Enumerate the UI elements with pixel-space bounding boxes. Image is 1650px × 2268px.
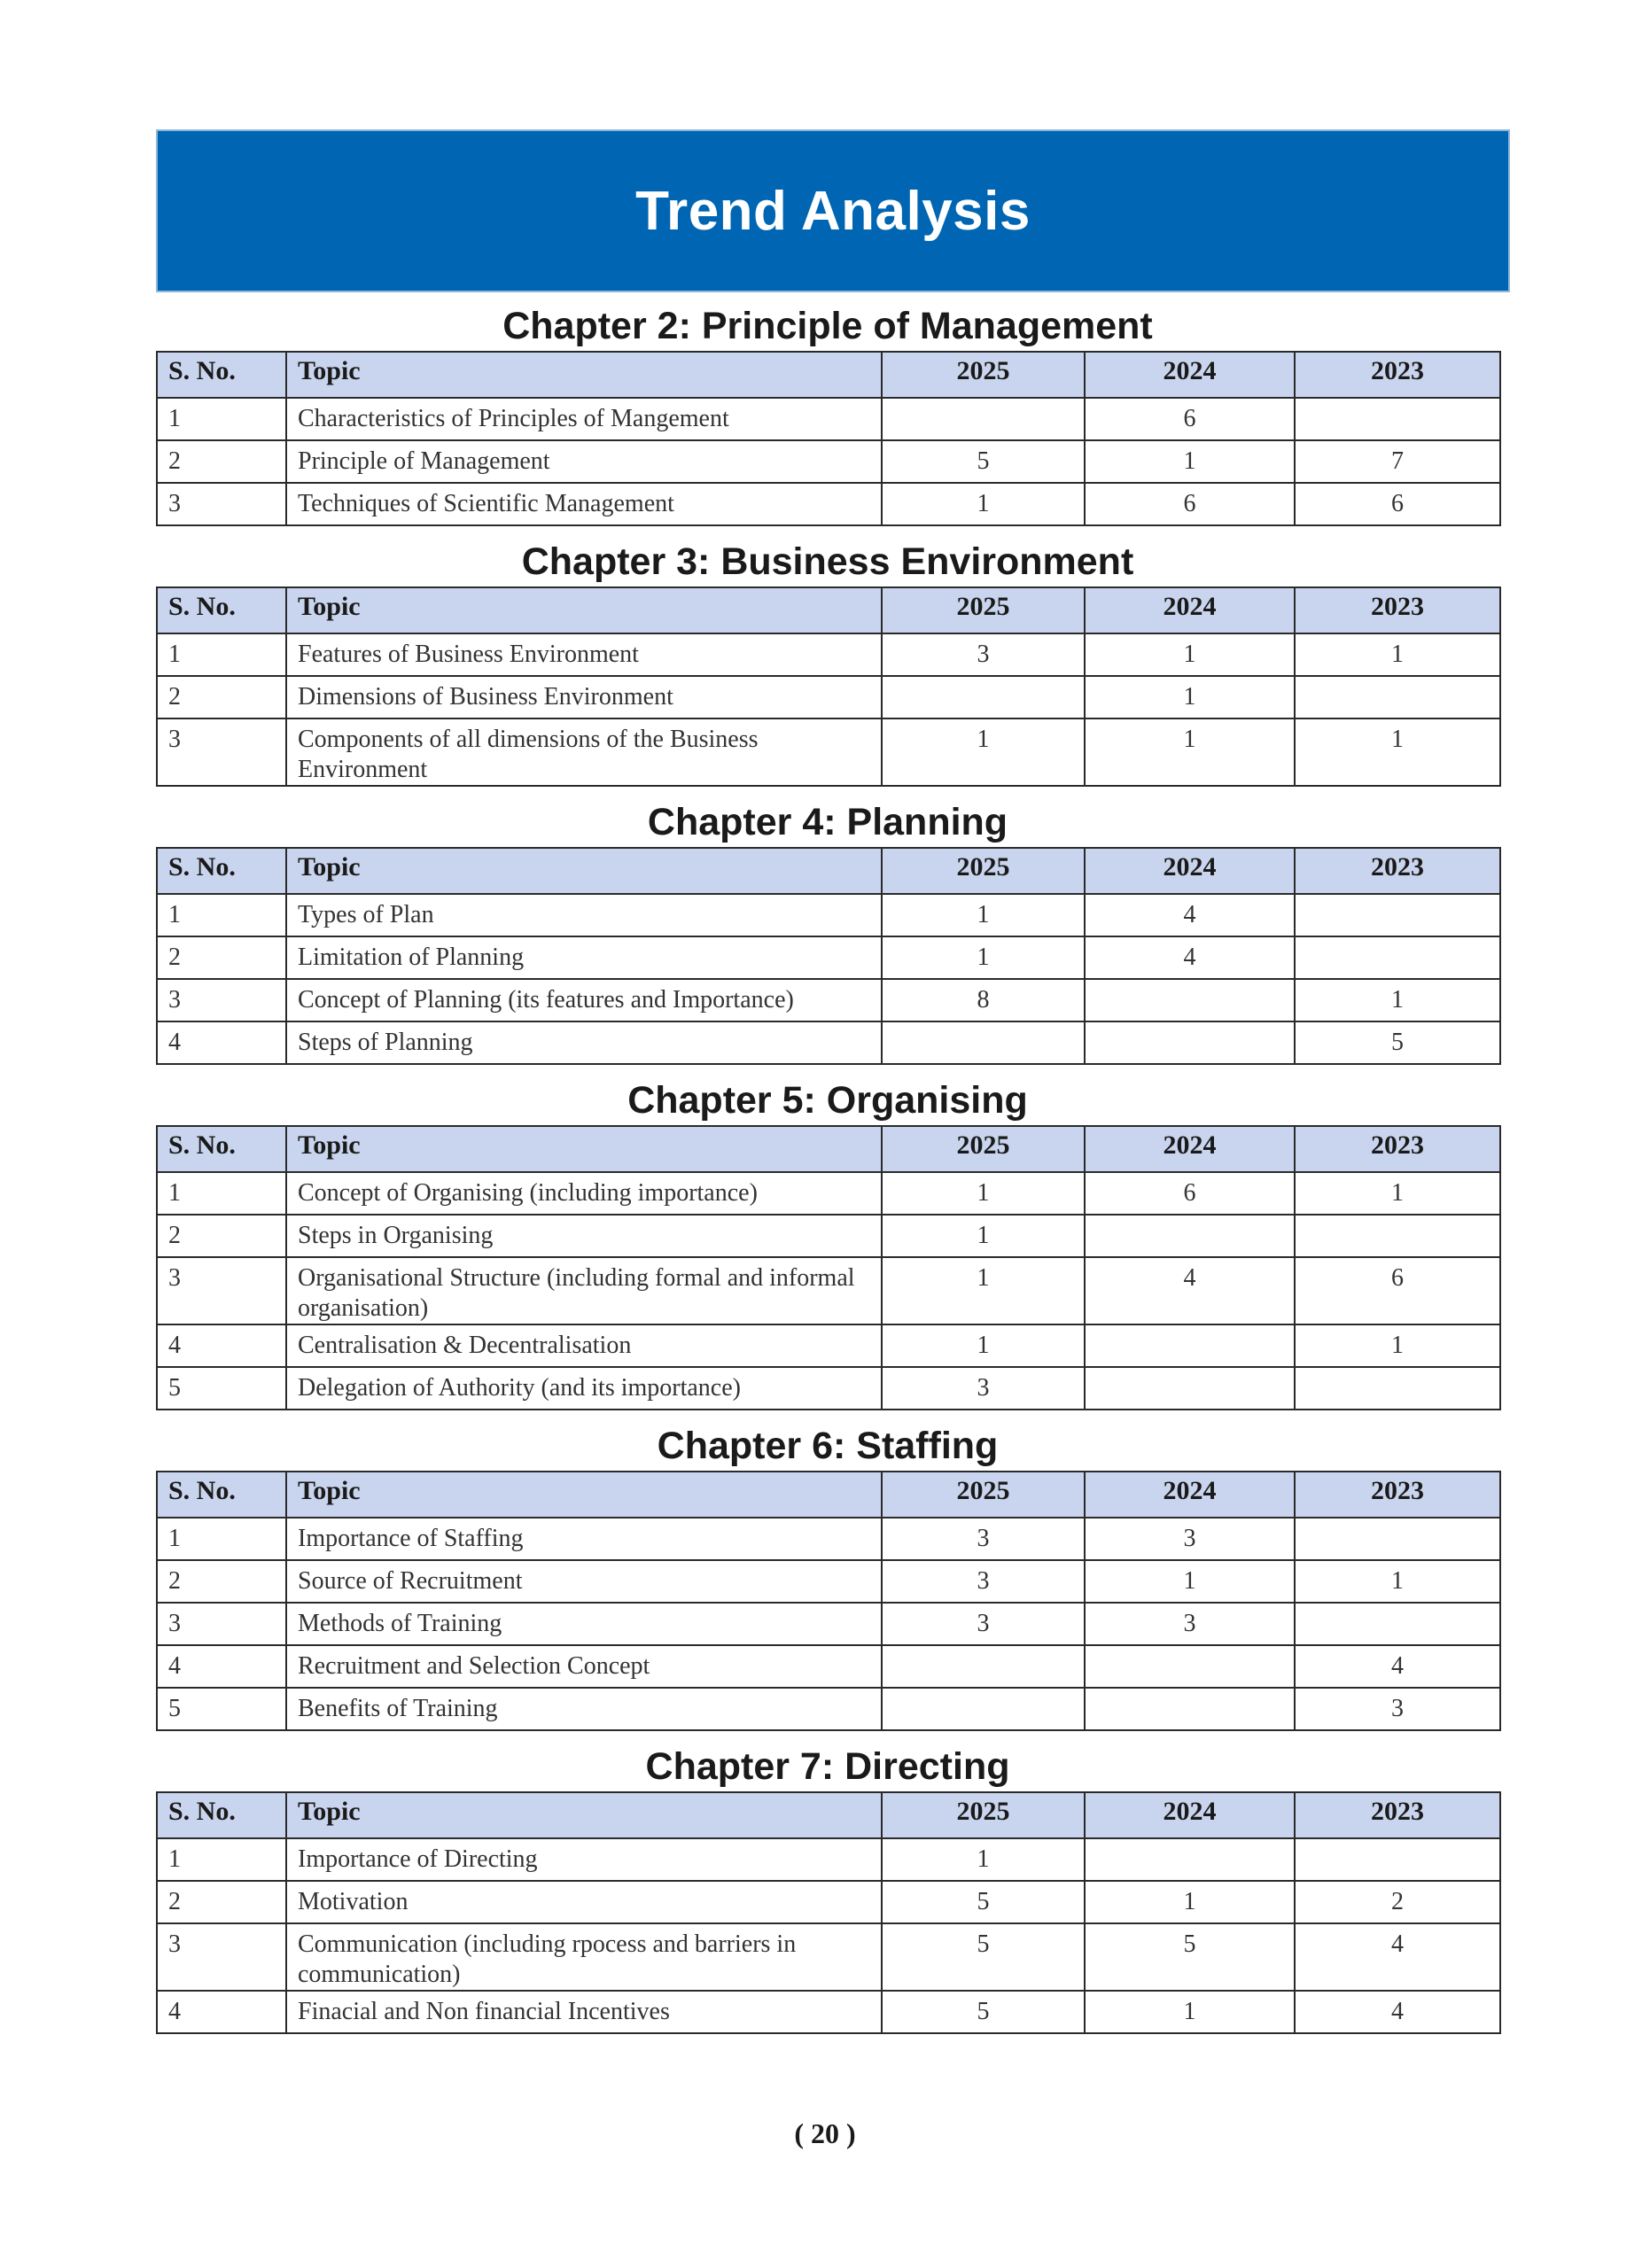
cell-topic: Organisational Structure (including formal and informal organisation) [286,1257,882,1324]
cell-sno: 2 [157,1881,286,1923]
cell-2025: 1 [882,1324,1085,1367]
cell-2023: 1 [1295,979,1500,1021]
table-row [157,676,1500,718]
cell-sno: 4 [157,1991,286,2033]
cell-2024: 3 [1085,1518,1295,1560]
page-title: Trend Analysis [635,180,1031,242]
trend-table [156,1471,1501,1731]
table-header-row [157,1472,1500,1518]
chapter-title: Chapter 6: Staffing [657,1425,999,1467]
table-header-row [157,352,1500,398]
table-row [157,936,1500,979]
cell-topic: Types of Plan [286,894,882,936]
header-2025: 2025 [882,848,1085,894]
cell-2024: 6 [1085,398,1295,440]
cell-topic: Communication (including rpocess and barriers in communication) [286,1923,882,1991]
cell-2023: 6 [1295,1257,1500,1324]
header-topic: Topic [286,1472,882,1518]
cell-2024: 1 [1085,1991,1295,2033]
cell-topic: Concept of Organising (including importance) [286,1172,882,1215]
page-banner [156,129,1510,292]
cell-2023: 4 [1295,1991,1500,2033]
table-row [157,1923,1500,1991]
cell-topic: Benefits of Training [286,1688,882,1730]
header-topic: Topic [286,848,882,894]
cell-2024 [1085,979,1295,1021]
cell-topic: Principle of Management [286,440,882,483]
table-header-row [157,587,1500,633]
cell-2025: 3 [882,633,1085,676]
header-topic: Topic [286,1126,882,1172]
trend-table [156,351,1501,526]
cell-2023: 6 [1295,483,1500,525]
chapter-title: Chapter 3: Business Environment [521,540,1134,583]
cell-2023: 4 [1295,1645,1500,1688]
cell-2025: 1 [882,1215,1085,1257]
table-row [157,1560,1500,1603]
table-row [157,440,1500,483]
cell-sno: 2 [157,1215,286,1257]
cell-sno: 4 [157,1021,286,1064]
cell-2025: 3 [882,1603,1085,1645]
cell-2024 [1085,1645,1295,1688]
cell-sno: 1 [157,633,286,676]
cell-2024: 1 [1085,440,1295,483]
header-2025: 2025 [882,587,1085,633]
cell-2023 [1295,894,1500,936]
trend-table [156,847,1501,1065]
header-2023: 2023 [1295,848,1500,894]
cell-2024: 4 [1085,1257,1295,1324]
table-header-row [157,848,1500,894]
cell-topic: Centralisation & Decentralisation [286,1324,882,1367]
cell-sno: 5 [157,1688,286,1730]
cell-topic: Features of Business Environment [286,633,882,676]
table-row [157,1991,1500,2033]
table-row [157,1688,1500,1730]
table-row [157,718,1500,786]
cell-topic: Delegation of Authority (and its importance) [286,1367,882,1410]
cell-topic: Steps in Organising [286,1215,882,1257]
cell-sno: 1 [157,1838,286,1881]
cell-2025: 8 [882,979,1085,1021]
cell-2024: 1 [1085,1560,1295,1603]
header-sno: S. No. [157,587,286,633]
cell-2024: 6 [1085,1172,1295,1215]
header-2024: 2024 [1085,1472,1295,1518]
cell-2025: 3 [882,1367,1085,1410]
cell-2023 [1295,1518,1500,1560]
cell-sno: 4 [157,1324,286,1367]
cell-topic: Importance of Staffing [286,1518,882,1560]
header-topic: Topic [286,587,882,633]
cell-2024: 4 [1085,936,1295,979]
header-sno: S. No. [157,352,286,398]
cell-2023 [1295,1838,1500,1881]
cell-topic: Concept of Planning (its features and Importance) [286,979,882,1021]
table-row [157,483,1500,525]
header-2023: 2023 [1295,587,1500,633]
cell-sno: 1 [157,398,286,440]
header-2024: 2024 [1085,1792,1295,1838]
header-sno: S. No. [157,1472,286,1518]
chapter-title: Chapter 7: Directing [645,1745,1010,1788]
chapter-title: Chapter 4: Planning [647,801,1008,843]
trend-table [156,1125,1501,1410]
table-row [157,1324,1500,1367]
header-2024: 2024 [1085,352,1295,398]
cell-2025: 3 [882,1560,1085,1603]
cell-2024: 1 [1085,633,1295,676]
cell-2023 [1295,1603,1500,1645]
cell-2025: 5 [882,440,1085,483]
cell-2023: 1 [1295,718,1500,786]
cell-2023 [1295,1367,1500,1410]
cell-sno: 4 [157,1645,286,1688]
trend-table [156,586,1501,787]
cell-topic: Recruitment and Selection Concept [286,1645,882,1688]
cell-2024 [1085,1688,1295,1730]
header-sno: S. No. [157,848,286,894]
cell-topic: Dimensions of Business Environment [286,676,882,718]
cell-sno: 2 [157,440,286,483]
cell-2024: 3 [1085,1603,1295,1645]
table-row [157,1215,1500,1257]
table-row [157,894,1500,936]
table-row [157,398,1500,440]
cell-2023 [1295,398,1500,440]
cell-2023: 2 [1295,1881,1500,1923]
cell-2024: 4 [1085,894,1295,936]
cell-topic: Components of all dimensions of the Business Environment [286,718,882,786]
cell-topic: Limitation of Planning [286,936,882,979]
cell-2025: 1 [882,936,1085,979]
table-row [157,1518,1500,1560]
cell-2025: 5 [882,1881,1085,1923]
cell-2025: 1 [882,483,1085,525]
cell-sno: 3 [157,718,286,786]
cell-topic: Techniques of Scientific Management [286,483,882,525]
cell-2025 [882,676,1085,718]
header-2024: 2024 [1085,848,1295,894]
table-header-row [157,1792,1500,1838]
cell-2024: 1 [1085,1881,1295,1923]
table-row [157,1367,1500,1410]
cell-sno: 2 [157,676,286,718]
header-sno: S. No. [157,1126,286,1172]
cell-topic: Motivation [286,1881,882,1923]
cell-2025: 1 [882,718,1085,786]
table-row [157,1645,1500,1688]
cell-2024: 6 [1085,483,1295,525]
cell-2024 [1085,1838,1295,1881]
cell-2023: 7 [1295,440,1500,483]
chapters-container [156,301,1499,2045]
cell-2023: 1 [1295,1172,1500,1215]
cell-2024 [1085,1367,1295,1410]
header-topic: Topic [286,352,882,398]
cell-2024 [1085,1021,1295,1064]
cell-sno: 5 [157,1367,286,1410]
table-row [157,1603,1500,1645]
cell-2023: 5 [1295,1021,1500,1064]
cell-2025: 3 [882,1518,1085,1560]
cell-topic: Importance of Directing [286,1838,882,1881]
table-row [157,1881,1500,1923]
cell-topic: Finacial and Non financial Incentives [286,1991,882,2033]
header-2023: 2023 [1295,352,1500,398]
cell-2025: 1 [882,1172,1085,1215]
cell-sno: 1 [157,894,286,936]
cell-2023 [1295,676,1500,718]
header-2025: 2025 [882,1792,1085,1838]
cell-2023: 1 [1295,1324,1500,1367]
cell-sno: 2 [157,1560,286,1603]
table-row [157,1257,1500,1324]
cell-sno: 3 [157,483,286,525]
cell-sno: 1 [157,1172,286,1215]
cell-2025 [882,1688,1085,1730]
table-row [157,1021,1500,1064]
header-2025: 2025 [882,352,1085,398]
cell-2025 [882,1021,1085,1064]
cell-sno: 3 [157,1923,286,1991]
cell-2023: 4 [1295,1923,1500,1991]
header-2023: 2023 [1295,1472,1500,1518]
cell-2023 [1295,936,1500,979]
trend-table [156,1791,1501,2034]
table-row [157,633,1500,676]
cell-2024: 1 [1085,718,1295,786]
cell-2025: 5 [882,1991,1085,2033]
cell-sno: 3 [157,979,286,1021]
cell-2024 [1085,1324,1295,1367]
cell-2023 [1295,1215,1500,1257]
header-topic: Topic [286,1792,882,1838]
table-row [157,979,1500,1021]
cell-2023: 1 [1295,633,1500,676]
header-2025: 2025 [882,1472,1085,1518]
header-2023: 2023 [1295,1792,1500,1838]
cell-2025: 5 [882,1923,1085,1991]
header-2023: 2023 [1295,1126,1500,1172]
chapter-title: Chapter 2: Principle of Management [502,305,1153,347]
chapter-title: Chapter 5: Organising [627,1079,1028,1122]
header-2024: 2024 [1085,587,1295,633]
cell-2025: 1 [882,1257,1085,1324]
table-header-row [157,1126,1500,1172]
cell-sno: 3 [157,1603,286,1645]
cell-2025: 1 [882,1838,1085,1881]
cell-sno: 1 [157,1518,286,1560]
cell-sno: 3 [157,1257,286,1324]
cell-topic: Characteristics of Principles of Mangement [286,398,882,440]
page-number: ( 20 ) [794,2117,856,2149]
table-row [157,1838,1500,1881]
cell-2024 [1085,1215,1295,1257]
header-2025: 2025 [882,1126,1085,1172]
cell-topic: Steps of Planning [286,1021,882,1064]
header-sno: S. No. [157,1792,286,1838]
table-row [157,1172,1500,1215]
cell-2025 [882,1645,1085,1688]
header-2024: 2024 [1085,1126,1295,1172]
cell-2025: 1 [882,894,1085,936]
cell-topic: Methods of Training [286,1603,882,1645]
cell-2025 [882,398,1085,440]
cell-2024: 5 [1085,1923,1295,1991]
cell-2023: 1 [1295,1560,1500,1603]
cell-sno: 2 [157,936,286,979]
cell-2023: 3 [1295,1688,1500,1730]
cell-2024: 1 [1085,676,1295,718]
cell-topic: Source of Recruitment [286,1560,882,1603]
